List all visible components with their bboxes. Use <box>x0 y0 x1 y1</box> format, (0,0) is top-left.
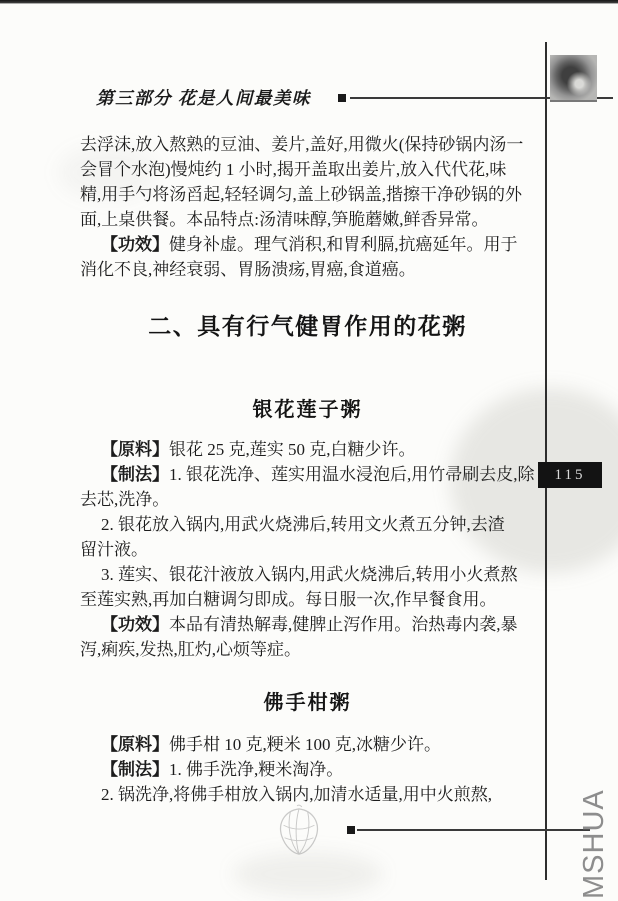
header-bullet-square <box>338 94 346 102</box>
footer-bullet-square <box>347 826 355 834</box>
running-header <box>96 85 311 110</box>
footer-rule <box>357 829 590 831</box>
shell-watermark-icon <box>270 804 328 858</box>
line-text: 会冒个水泡)慢炖约 1 小时,揭开盖取出姜片,放入代代花,味 <box>80 160 507 179</box>
line-text: 3. 莲实、银花汁液放入锅内,用武火烧沸后,转用小火煮熬 <box>101 565 518 584</box>
field-label: 【制法】 <box>101 465 169 484</box>
text-line <box>80 757 535 782</box>
corner-photo-thumbnail <box>550 55 597 102</box>
text-line <box>80 637 535 662</box>
line-text: 健身补虚。理气消积,和胃利膈,抗癌延年。用于 <box>169 235 518 254</box>
text-column <box>80 132 535 807</box>
line-text: 佛手柑 10 克,粳米 100 克,冰糖少许。 <box>169 735 441 754</box>
text-line <box>80 562 535 587</box>
line-text: 1. 银花洗净、莲实用温水浸泡后,用竹帚刷去皮,除 <box>169 465 535 484</box>
line-text: 留汁液。 <box>80 540 148 559</box>
line-text: 泻,痢疾,发热,肛灼,心烦等症。 <box>80 640 301 659</box>
text-line <box>80 612 535 637</box>
line-text: 消化不良,神经衰弱、胃肠溃疡,胃癌,食道癌。 <box>80 260 416 279</box>
text-line <box>80 232 535 257</box>
recipe-foshougan-paragraph <box>80 732 535 807</box>
text-line <box>80 487 535 512</box>
line-text: 至莲实熟,再加白糖调匀即成。每日服一次,作早餐食用。 <box>80 590 497 609</box>
page-number: 115 <box>554 466 586 483</box>
field-label: 【原料】 <box>101 440 169 459</box>
side-watermark-text: MSHUA <box>578 789 610 899</box>
field-label: 【制法】 <box>101 760 169 779</box>
line-text: 去浮沫,放入熬熟的豆油、姜片,盖好,用微火(保持砂锅内汤一 <box>80 135 524 154</box>
text-line <box>80 207 535 232</box>
intro-paragraph <box>80 132 535 282</box>
paper-stain <box>233 852 383 896</box>
line-text: 2. 锅洗净,将佛手柑放入锅内,加清水适量,用中火煎熬, <box>101 785 492 804</box>
line-text: 1. 佛手洗净,粳米淘净。 <box>169 760 344 779</box>
recipe-heading-yinhua: 银花莲子粥 <box>252 399 363 421</box>
text-line <box>80 182 535 207</box>
text-line <box>80 587 535 612</box>
chapter-title: 第三部分 花是人间最美味 <box>96 88 311 108</box>
margin-rule <box>545 42 547 880</box>
text-line <box>80 132 535 157</box>
line-text: 银花 25 克,莲实 50 克,白糖少许。 <box>169 440 416 459</box>
line-text: 去芯,洗净。 <box>80 490 170 509</box>
text-line <box>80 257 535 282</box>
field-label: 【功效】 <box>101 235 169 254</box>
scan-top-edge <box>0 0 618 4</box>
text-line <box>80 782 535 807</box>
line-text: 本品有清热解毒,健脾止泻作用。治热毒内袭,暴 <box>169 615 518 634</box>
text-line <box>80 537 535 562</box>
text-line <box>80 437 535 462</box>
field-label: 【原料】 <box>101 735 169 754</box>
text-line <box>80 512 535 537</box>
line-text: 面,上桌供餐。本品特点:汤清味醇,笋脆蘑嫩,鲜香异常。 <box>80 210 489 229</box>
line-text: 2. 银花放入锅内,用武火烧沸后,转用文火煮五分钟,去渣 <box>101 515 505 534</box>
page-number-badge <box>538 462 602 488</box>
text-line <box>80 157 535 182</box>
recipe-yinhua-paragraph <box>80 437 535 662</box>
recipe-heading-foshougan: 佛手柑粥 <box>263 692 352 714</box>
field-label: 【功效】 <box>101 615 169 634</box>
text-line <box>80 462 535 487</box>
line-text: 精,用手勺将汤舀起,轻轻调匀,盖上砂锅盖,揩擦干净砂锅的外 <box>80 185 522 204</box>
text-line <box>80 732 535 757</box>
section-heading: 二、具有行气健胃作用的花粥 <box>148 313 467 339</box>
